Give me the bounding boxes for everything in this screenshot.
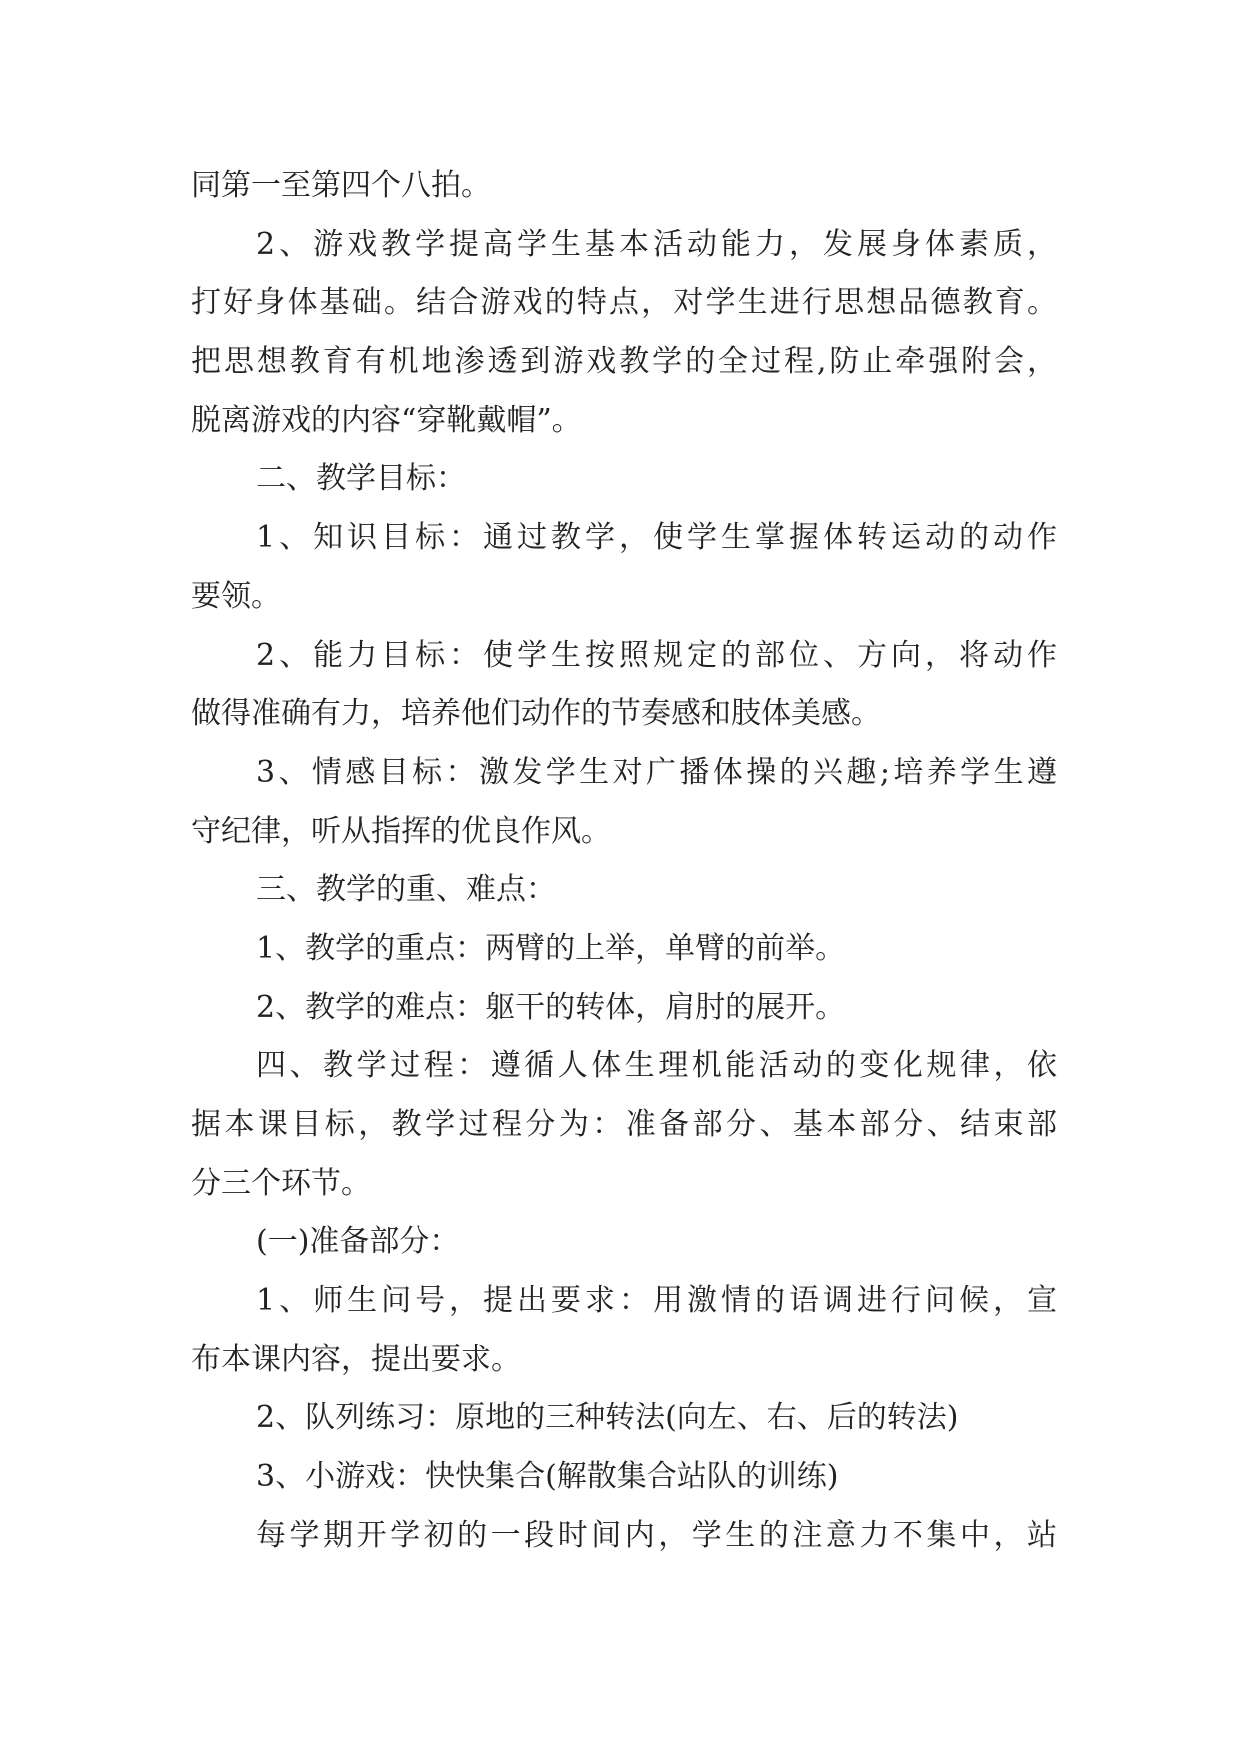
text-line: 1、师生问号，提出要求：用激情的语调进行问候，宣 xyxy=(256,1283,1057,1319)
text-line: (一)准备部分： xyxy=(256,1224,460,1260)
text-line: 3、情感目标：激发学生对广播体操的兴趣;培养学生遵 xyxy=(256,754,1057,790)
text-line: 1、知识目标：通过教学，使学生掌握体转运动的动作 xyxy=(256,520,1057,556)
text-line: 做得准确有力，培养他们动作的节奏感和肢体美感。 xyxy=(191,696,881,732)
section-heading xyxy=(191,450,1057,509)
text-line: 三、教学的重、难点： xyxy=(256,872,556,908)
text-line: 要领。 xyxy=(191,578,281,614)
paragraph xyxy=(191,1389,1057,1448)
paragraph xyxy=(191,509,1057,626)
paragraph xyxy=(191,1448,1057,1507)
paragraph xyxy=(191,744,1057,861)
paragraph xyxy=(191,1507,1057,1566)
document-body xyxy=(191,157,1057,1566)
paragraph xyxy=(191,216,1057,451)
text-line: 二、教学目标： xyxy=(256,461,466,497)
text-line: 同第一至第四个八拍。 xyxy=(191,168,491,203)
text-line: 2、教学的难点：躯干的转体，肩肘的展开。 xyxy=(256,989,846,1025)
text-line: 2、游戏教学提高学生基本活动能力，发展身体素质， xyxy=(256,226,1057,262)
paragraph xyxy=(191,157,1057,216)
paragraph xyxy=(191,627,1057,744)
section-heading xyxy=(191,1213,1057,1272)
text-line: 把思想教育有机地渗透到游戏教学的全过程,防止牵强附会， xyxy=(191,344,1057,380)
text-line: 3、小游戏：快快集合(解散集合站队的训练) xyxy=(256,1459,839,1495)
paragraph xyxy=(191,1272,1057,1389)
text-line: 四、教学过程：遵循人体生理机能活动的变化规律，依 xyxy=(256,1048,1057,1084)
paragraph xyxy=(191,920,1057,979)
text-line: 脱离游戏的内容“穿靴戴帽”。 xyxy=(191,402,582,438)
text-line: 布本课内容，提出要求。 xyxy=(191,1341,521,1377)
text-line: 打好身体基础。结合游戏的特点，对学生进行思想品德教育。 xyxy=(191,285,1057,321)
text-line: 1、教学的重点：两臂的上举，单臂的前举。 xyxy=(256,930,846,966)
text-line: 2、队列练习：原地的三种转法(向左、右、后的转法) xyxy=(256,1400,959,1436)
text-line: 每学期开学初的一段时间内，学生的注意力不集中，站 xyxy=(256,1517,1057,1553)
section-heading xyxy=(191,861,1057,920)
paragraph xyxy=(191,979,1057,1038)
text-line: 2、能力目标：使学生按照规定的部位、方向，将动作 xyxy=(256,637,1057,673)
text-line: 据本课目标，教学过程分为：准备部分、基本部分、结束部 xyxy=(191,1107,1057,1142)
paragraph xyxy=(191,1037,1057,1213)
text-line: 守纪律，听从指挥的优良作风。 xyxy=(191,813,611,849)
text-line: 分三个环节。 xyxy=(191,1165,371,1201)
